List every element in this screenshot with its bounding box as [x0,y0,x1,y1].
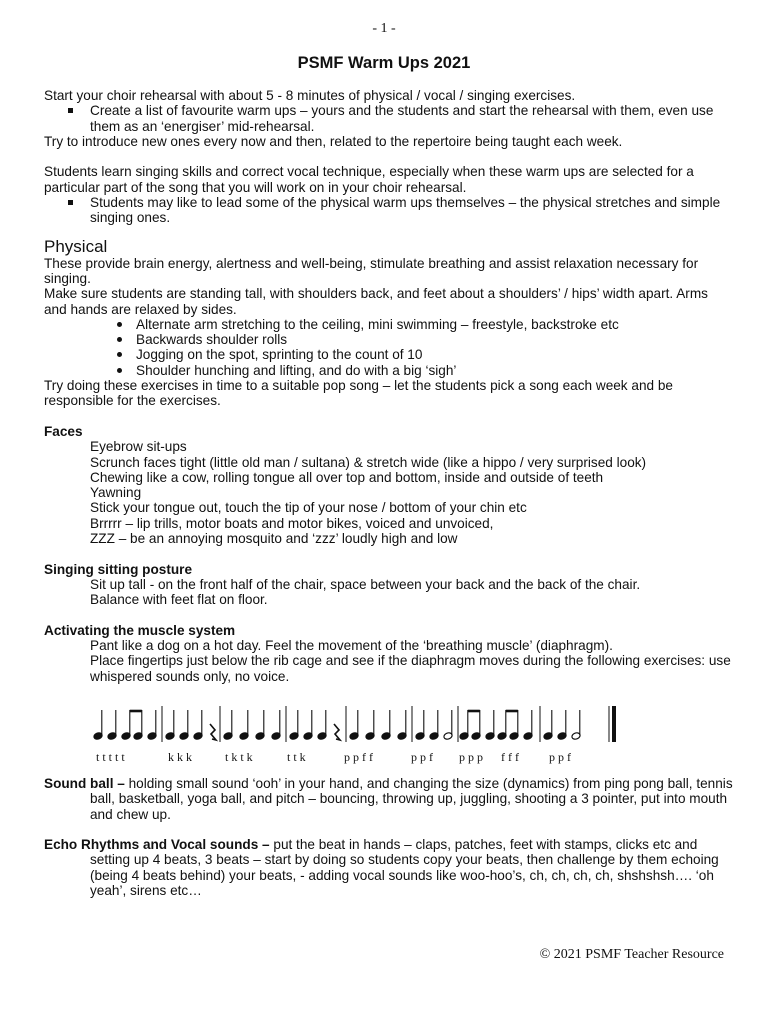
rhythm-syllable: p p f [549,749,571,764]
physical-paragraph-1: These provide brain energy, alertness and well-being, stimulate breathing and assist relaxation necessary for singing. [44,255,699,286]
posture-heading: Singing sitting posture [44,561,193,577]
rhythm-syllable: t k t k [225,749,253,764]
faces-heading: Faces [44,423,83,439]
intro-bullet-list-2 [44,195,734,226]
list-item: Create a list of favourite warm ups – yours and the students and start the rehearsal with them, even use them as an ‘energiser’ mid-rehearsal. [90,103,734,134]
physical-exercise-list [44,317,734,378]
rhythm-syllables [44,750,734,766]
sound-ball-text: holding small sound ‘ooh’ in your hand, and changing the size (dynamics) from ping pong ball, tennis ball, basketball, yoga ball, and pitch – bouncing, throwing up, juggling, shooting a 3 pointer, put into mouth and chew up. [90,775,733,822]
list-item: Shoulder hunching and lifting, and do with a big ‘sigh’ [136,363,734,378]
physical-paragraph-2: Make sure students are standing tall, with shoulders back, and feet about a shoulders’ / hips’ width apart. Arms and hands are relaxed by sides. [44,286,708,317]
final-bar-line [612,706,616,742]
rest-symbol [210,724,216,740]
rhythm-syllable: t t t t t [96,749,125,764]
intro-paragraph-2: Try to introduce new ones every now and then, related to the repertoire being taught each week. [44,133,623,149]
rhythm-syllable: t t k [287,749,306,764]
posture-text [44,577,734,608]
rhythm-staff-graphic [44,696,734,750]
physical-paragraph-3: Try doing these exercises in time to a suitable pop song – let the students pick a song each week and be responsible for the exercises. [44,378,673,409]
echo-paragraph [44,837,734,898]
list-item: Stick your tongue out, touch the tip of your nose / bottom of your chin etc [90,500,527,516]
list-item: Place fingertips just below the rib cage and see if the diaphragm moves during the following exercises: use whispered sounds only, no voice. [90,653,731,684]
rhythm-syllable: f f f [501,749,519,764]
rhythm-syllable: p p p [459,749,483,764]
echo-text: put the beat in hands – claps, patches, feet with stamps, clicks etc and setting up 4 beats, 3 beats – start by doing so students copy your beats, then challenge by them echoing (being 4 beats behind) your beats, - adding vocal sounds like woo-hoo’s, ch, ch, ch, ch, shshshsh…. ‘oh yeah’, sirens etc… [90,837,719,899]
sound-ball-paragraph [44,776,734,822]
rhythm-syllable: k k k [168,749,192,764]
sound-ball-label: Sound ball – [44,775,125,791]
list-item: Students may like to lead some of the physical warm ups themselves – the physical stretches and simple singing ones. [90,195,734,226]
rest-symbol [334,724,340,740]
list-item: Alternate arm stretching to the ceiling, mini swimming – freestyle, backstroke etc [136,317,734,332]
list-item: Yawning [90,485,142,501]
physical-heading: Physical [44,236,108,256]
faces-list [44,439,734,546]
list-item: Jogging on the spot, sprinting to the count of 10 [136,347,734,362]
intro-bullet-list-1 [44,103,734,134]
rhythm-syllable: p p f [411,749,433,764]
echo-label: Echo Rhythms and Vocal sounds – [44,837,270,853]
list-item: Brrrrr – lip trills, motor boats and motor bikes, voiced and unvoiced, [90,515,494,531]
muscle-heading: Activating the muscle system [44,622,236,638]
list-item: Pant like a dog on a hot day. Feel the movement of the ‘breathing muscle’ (diaphragm). [90,638,613,654]
list-item: Balance with feet flat on floor. [90,592,268,608]
rhythm-notation [44,696,734,770]
muscle-text [44,638,734,684]
list-item: Chewing like a cow, rolling tongue all over top and bottom, inside and outside of teeth [90,469,604,485]
rhythm-syllable: p p f f [344,749,373,764]
list-item: ZZZ – be an annoying mosquito and ‘zzz’ loudly high and low [90,531,458,547]
intro-paragraph-3: Students learn singing skills and correct vocal technique, especially when these warm ups are selected for a particular part of the song that you will work on in your choir rehearsal. [44,164,694,195]
list-item: Eyebrow sit-ups [90,439,187,455]
footer-copyright: © 2021 PSMF Teacher Resource [539,947,724,962]
page-title: PSMF Warm Ups 2021 [297,54,471,72]
document-body [44,88,734,898]
intro-paragraph-1: Start your choir rehearsal with about 5 - 8 minutes of physical / vocal / singing exercises. [44,88,576,103]
list-item: Sit up tall - on the front half of the chair, space between your back and the back of the chair. [90,576,641,592]
list-item: Scrunch faces tight (little old man / sultana) & stretch wide (like a hippo / very surprised look) [90,454,647,470]
page-number: - 1 - [372,21,396,36]
list-item: Backwards shoulder rolls [136,332,734,347]
